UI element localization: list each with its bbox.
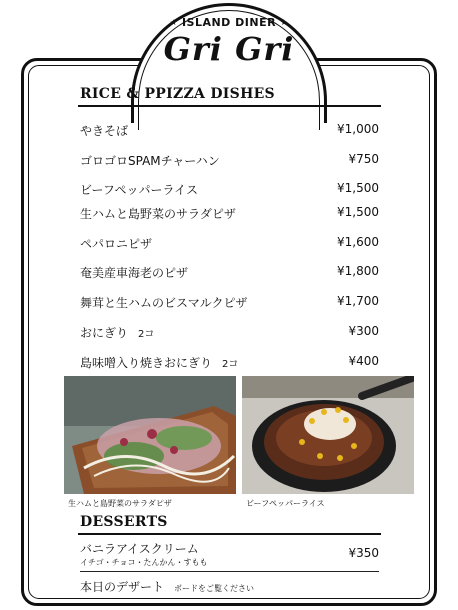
menu-item	[80, 578, 379, 596]
menu-item-name-text: 奄美産車海老のピザ	[80, 266, 189, 280]
menu-item-name-text: 舞茸と生ハムのビスマルクピザ	[80, 296, 248, 310]
dessert-note: ボードをご覧ください	[174, 584, 255, 593]
section-title-desserts: DESSERTS	[80, 514, 168, 530]
menu-item-qty: 2コ	[138, 329, 155, 340]
menu-item-price: ¥1,500	[337, 205, 379, 219]
menu-item	[80, 181, 379, 199]
menu-item-name: バニラアイスクリーム	[80, 542, 199, 556]
menu-item	[80, 152, 379, 170]
menu-item-name-text: 本日のデザート	[80, 580, 165, 594]
menu-item-name-text: ビーフペッパーライス	[80, 183, 198, 197]
menu-item-name	[80, 181, 198, 198]
menu-item	[80, 354, 379, 372]
menu-item-name	[80, 294, 248, 311]
menu-item-price: ¥1,600	[337, 235, 379, 249]
divider	[80, 571, 379, 572]
brand-subtitle-text: ISLAND DINER	[181, 16, 277, 29]
menu-item-name	[80, 578, 254, 595]
menu-item-name	[80, 205, 236, 222]
menu-item-price: ¥1,000	[337, 122, 379, 136]
menu-item-name-text: 生ハムと島野菜のサラダピザ	[80, 207, 236, 221]
menu-item-name	[80, 354, 238, 371]
menu-item	[80, 205, 379, 223]
star-icon: ★	[169, 18, 178, 27]
menu-item-name-text: ペパロニピザ	[80, 237, 153, 251]
section-rule	[78, 533, 381, 535]
photo-salad-pizza	[64, 376, 236, 494]
menu-item-name	[80, 264, 188, 281]
dessert-flavors: イチゴ・チョコ・たんかん・すもも	[80, 558, 208, 567]
menu-item-name-text: 島味噌入り焼きおにぎり	[80, 356, 213, 370]
section-title-rice-pizza: RICE & PPIZZA DISHES	[80, 86, 275, 102]
photo-beef-pepper-rice	[242, 376, 414, 494]
menu-item-price: ¥1,700	[337, 294, 379, 308]
menu-item-name	[80, 324, 154, 341]
menu-item-price: ¥300	[348, 324, 379, 338]
menu-item	[80, 324, 379, 342]
star-icon: ★	[280, 18, 289, 27]
menu-item-price: ¥750	[348, 152, 379, 166]
menu-item-price: ¥400	[348, 354, 379, 368]
brand-logo: Gri Gri	[163, 30, 295, 68]
menu-item	[80, 264, 379, 282]
menu-item-name	[80, 152, 220, 169]
section-rule	[78, 105, 381, 107]
menu-item-name	[80, 235, 152, 252]
menu-item-name-text: ゴロゴロSPAMチャーハン	[80, 154, 220, 168]
photo-caption: ビーフペッパーライス	[246, 499, 325, 508]
menu-item-name-text: やきそば	[80, 124, 129, 138]
menu-item	[80, 122, 379, 140]
menu-item	[80, 294, 379, 312]
photo-caption: 生ハムと島野菜のサラダピザ	[68, 499, 172, 508]
menu-item-name	[80, 122, 128, 139]
menu-item	[80, 235, 379, 253]
menu-item-price: ¥350	[348, 546, 379, 560]
brand-subtitle	[0, 16, 458, 29]
menu-item-price-row	[80, 546, 379, 564]
menu-item-name-text: おにぎり	[80, 326, 129, 340]
menu-item-price: ¥1,800	[337, 264, 379, 278]
menu-item-price: ¥1,500	[337, 181, 379, 195]
menu-item-qty: 2コ	[222, 359, 239, 370]
